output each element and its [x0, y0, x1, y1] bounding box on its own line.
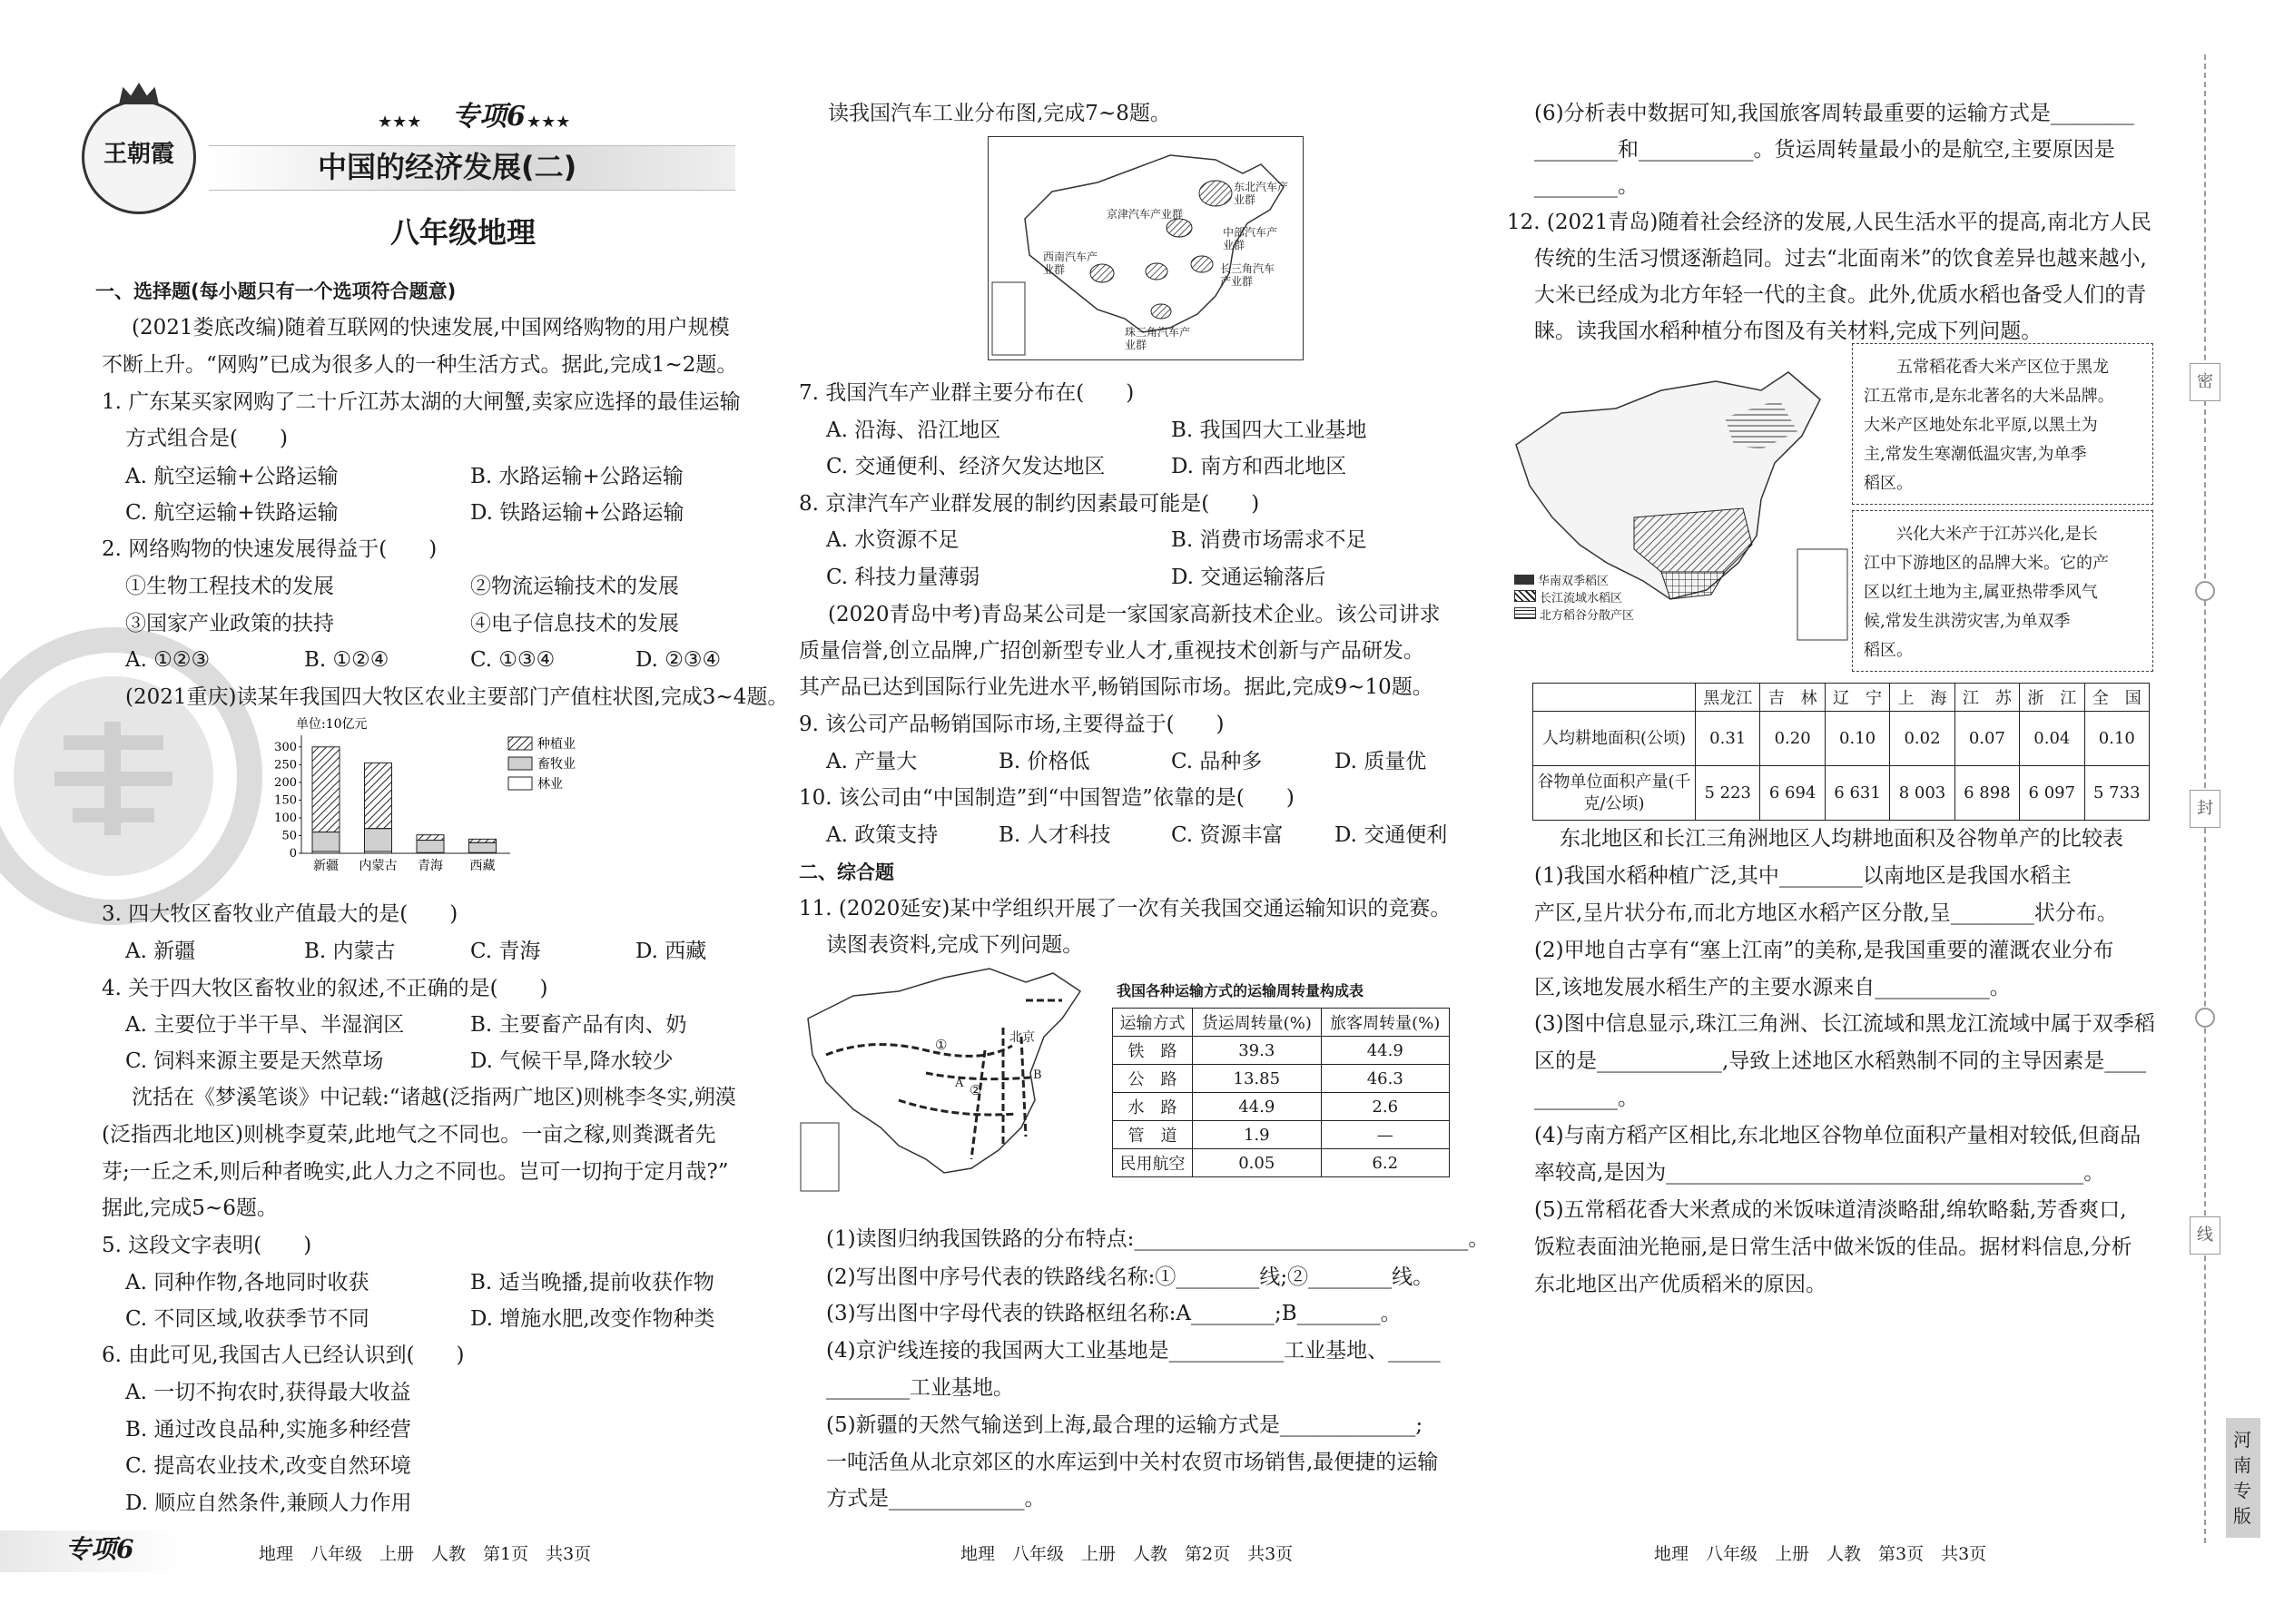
option-d[interactable]: D. 西藏 — [635, 940, 707, 963]
y-axis-label: 单位:10亿元 — [296, 717, 368, 732]
option-d[interactable]: D. ②③④ — [635, 648, 722, 672]
question-7: 7. 我国汽车产业群主要分布在( ) — [799, 381, 1135, 405]
table-row — [1113, 1149, 1450, 1177]
bar-segment — [469, 842, 497, 852]
table-header: 辽 宁 — [1825, 684, 1889, 712]
intro-text: 据此,完成5~6题。 — [102, 1196, 278, 1220]
question-2: 2. 网络购物的快速发展得益于( ) — [102, 537, 438, 561]
y-tick-label: 0 — [289, 847, 297, 861]
section-heading: 二、综合题 — [799, 861, 894, 883]
table-cell: 管 道 — [1113, 1121, 1193, 1149]
question-12-cont: 大米已经成为北方年轻一代的主食。此外,优质水稻也备受人们的青 — [1534, 283, 2147, 307]
subquestion-cont: 东北地区出产优质稻米的原因。 — [1534, 1273, 1826, 1296]
railway-map — [799, 964, 1108, 1196]
legend-label: 华南双季稻区 — [1538, 575, 1610, 588]
table-row — [1113, 1093, 1450, 1121]
rice-map-legend — [1514, 574, 1634, 625]
map-label: A — [955, 1077, 964, 1090]
table-header: 江 苏 — [1954, 684, 2019, 712]
table-cell: 2.6 — [1321, 1093, 1450, 1121]
option-d[interactable]: D. 质量优 — [1334, 750, 1427, 773]
map-label: 中部汽车产业群 — [1223, 226, 1278, 251]
table-cell: 人均耕地面积(公顷) — [1533, 712, 1696, 766]
map-label: 北京 — [1009, 1030, 1035, 1045]
intro-text: 不断上升。“网购”已成为很多人的一种生活方式。据此,完成1~2题。 — [102, 353, 738, 377]
x-tick-label: 青海 — [418, 859, 443, 873]
subquestion-cont: ________。 — [1534, 174, 1639, 198]
map-label: 东北汽车产业群 — [1234, 181, 1289, 206]
info-box-wuchang — [1852, 343, 2153, 505]
option-a[interactable]: A. 主要位于半干旱、半湿润区 — [125, 1013, 405, 1037]
info-line: 江五常市,是东北著名的大米品牌。 — [1864, 387, 2114, 406]
seal-char: 密 — [2190, 363, 2220, 401]
option-b[interactable]: B. 人才科技 — [999, 823, 1111, 847]
option-a[interactable]: A. 沿海、沿江地区 — [826, 418, 1001, 442]
option-a[interactable]: A. 航空运输+公路运输 — [125, 465, 339, 488]
subquestion: (3)写出图中字母代表的铁路枢纽名称:A________;B________。 — [826, 1302, 1402, 1325]
legend-swatch — [508, 757, 532, 770]
y-tick-label: 50 — [281, 829, 297, 843]
table-cell: 水 路 — [1113, 1093, 1193, 1121]
table-cell: 8 003 — [1890, 766, 1954, 821]
table-header: 上 海 — [1890, 684, 1954, 712]
transport-table-caption: 我国各种运输方式的运输周转量构成表 — [1117, 982, 1364, 999]
table-cell: 6 631 — [1825, 766, 1889, 821]
intro-text: 芽;一丘之禾,则后种者晚实,此人力之不同也。岂可一切拘于定月哉?” — [102, 1160, 729, 1184]
info-line: 兴化大米产于江苏兴化,是长 — [1896, 525, 2098, 544]
rice-comparison-table — [1532, 683, 2150, 821]
legend-label: 畜牧业 — [537, 757, 576, 772]
subquestion: (5)五常稻花香大米煮成的米饭味道清淡略甜,绵软略黏,芳香爽口, — [1534, 1198, 2127, 1222]
table-cell: 0.10 — [2084, 712, 2149, 766]
y-tick-label: 200 — [274, 775, 297, 790]
bar-segment — [417, 835, 444, 841]
table-header: 吉 林 — [1760, 684, 1825, 712]
table-row — [1113, 1065, 1450, 1093]
subquestion: (1)我国水稻种植广泛,其中________以南地区是我国水稻主 — [1534, 864, 2072, 888]
bar-segment — [312, 747, 340, 832]
table-header: 货运周转量(%) — [1193, 1009, 1321, 1037]
subquestion-cont: 一吨活鱼从北京郊区的水库运到中关村农贸市场销售,最便捷的运输 — [826, 1451, 1439, 1474]
table-header: 旅客周转量(%) — [1321, 1009, 1450, 1037]
table-row — [1533, 712, 2150, 766]
subquestion-cont: ________工业基地。 — [826, 1376, 1014, 1400]
map-label: 西南汽车产业群 — [1043, 251, 1098, 276]
table-caption: 东北地区和长江三角洲地区人均耕地面积及谷物单产的比较表 — [1560, 827, 2123, 851]
subquestion: (2)写出图中序号代表的铁路线名称:①________线;②________线。 — [826, 1265, 1434, 1289]
legend-swatch — [508, 777, 532, 790]
subquestion: (3)图中信息显示,珠江三角洲、长江流域和黑龙江流域中属于双季稻 — [1534, 1012, 2155, 1036]
table-cell: 5 733 — [2084, 766, 2149, 821]
y-tick-label: 250 — [274, 758, 297, 773]
question-12-cont: 睐。读我国水稻种植分布图及有关材料,完成下列问题。 — [1534, 320, 2043, 343]
page-title: 中国的经济发展(二) — [318, 150, 577, 184]
question-12-cont: 传统的生活习惯逐渐趋同。过去“北面南米”的饮食差异也越来越小, — [1534, 247, 2147, 271]
option-c[interactable]: C. 青海 — [470, 940, 541, 963]
footer-page-1: 地理 八年级 上册 人教 第1页 共3页 — [259, 1544, 592, 1564]
table-cell: 0.31 — [1696, 712, 1760, 766]
intro-text: (2021重庆)读某年我国四大牧区农业主要部门产值柱状图,完成3~4题。 — [125, 685, 789, 709]
subquestion: (6)分析表中数据可知,我国旅客周转最重要的运输方式是________ — [1534, 102, 2134, 125]
info-box-xinghua — [1852, 510, 2153, 672]
table-cell: 1.9 — [1193, 1121, 1321, 1149]
y-tick-label: 300 — [274, 740, 297, 754]
subquestion: (4)与南方稻产区相比,东北地区谷物单位面积产量相对较低,但商品 — [1534, 1124, 2141, 1147]
question-12: 12. (2021青岛)随着社会经济的发展,人民生活水平的提高,南北方人民 — [1507, 211, 2151, 234]
map-intro: 读我国汽车工业分布图,完成7~8题。 — [828, 102, 1171, 125]
brand-logo — [82, 100, 196, 214]
header-stars-right: ★★★ — [527, 113, 571, 132]
option-a[interactable]: A. 政策支持 — [826, 823, 939, 847]
option-b[interactable]: B. ①②④ — [304, 648, 389, 672]
bar-segment — [469, 839, 497, 842]
question-10: 10. 该公司由“中国制造”到“中国智造”依靠的是( ) — [799, 786, 1295, 810]
option-a[interactable]: A. 水资源不足 — [826, 528, 960, 552]
subquestion-cont: ________和___________。货运周转量最小的是航空,主要原因是 — [1534, 138, 2115, 162]
legend-label: 北方稻谷分散产区 — [1540, 609, 1635, 623]
table-cell: 6 694 — [1760, 766, 1825, 821]
info-line: 候,常发生洪涝灾害,为单双季 — [1864, 612, 2071, 631]
brand-name: 王朝霞 — [103, 141, 174, 168]
info-line: 稻区。 — [1864, 641, 1913, 660]
subquestion-cont: 区,该地发展水稻生产的主要水源来自___________。 — [1534, 976, 2011, 999]
footer-project-label: 专项6 — [65, 1534, 134, 1564]
option-b[interactable]: B. 我国四大工业基地 — [1171, 418, 1367, 442]
intro-text: 沈括在《梦溪笔谈》中记载:“诸越(泛指两广地区)则桃李冬实,朔漠 — [132, 1086, 736, 1109]
option-c[interactable]: C. 饲料来源主要是天然草场 — [125, 1049, 384, 1073]
question-1: 1. 广东某买家网购了二十斤江苏太湖的大闸蟹,卖家应选择的最佳运输 — [102, 390, 741, 414]
table-header: 黑龙江 — [1696, 684, 1760, 712]
table-cell: — — [1321, 1121, 1450, 1149]
seal-char: 线 — [2190, 1216, 2220, 1255]
question-5: 5. 这段文字表明( ) — [102, 1234, 312, 1257]
option-c[interactable]: C. 资源丰富 — [1171, 823, 1284, 847]
table-row — [1113, 1037, 1450, 1065]
table-row — [1533, 766, 2150, 821]
info-line: 江中下游地区的品牌大米。它的产 — [1864, 554, 2109, 573]
table-cell: 46.3 — [1321, 1065, 1450, 1093]
statement-4: ④电子信息技术的发展 — [470, 612, 679, 635]
table-cell: 公 路 — [1113, 1065, 1193, 1093]
option-d[interactable]: D. 交通便利 — [1334, 823, 1448, 847]
table-cell: 铁 路 — [1113, 1037, 1193, 1065]
option-b[interactable]: B. 通过改良品种,实施多种经营 — [125, 1418, 411, 1442]
intro-text: 质量信誉,创立品牌,广招创新型专业人才,重视技术创新与产品研发。 — [799, 639, 1424, 663]
table-cell: 6.2 — [1321, 1149, 1450, 1177]
table-cell: 13.85 — [1193, 1065, 1321, 1093]
option-b[interactable]: B. 水路运输+公路运输 — [470, 465, 684, 488]
option-c[interactable]: C. 科技力量薄弱 — [826, 566, 980, 589]
option-b[interactable]: B. 价格低 — [999, 750, 1090, 773]
option-a[interactable]: A. ①②③ — [125, 648, 211, 672]
livestock-bar-chart — [263, 717, 663, 908]
x-tick-label: 新疆 — [313, 859, 339, 873]
table-cell: 0.07 — [1954, 712, 2019, 766]
subquestion-cont: 区的是____________,导致上述地区水稻熟制不同的主导因素是____ — [1534, 1049, 2147, 1073]
table-cell: 39.3 — [1193, 1037, 1321, 1065]
transport-table — [1112, 1008, 1450, 1177]
table-cell: 6 898 — [1954, 766, 2019, 821]
subquestion-cont: ________。 — [1534, 1087, 1639, 1110]
region-edition-label: 河南专版 — [2233, 1429, 2251, 1527]
y-tick-label: 100 — [274, 811, 297, 825]
intro-text: (泛指西北地区)则桃李夏荣,此地气之不同也。一亩之稼,则粪溉者先 — [102, 1123, 716, 1147]
section-heading: 一、选择题(每小题只有一个选项符合题意) — [95, 281, 457, 302]
subquestion: (2)甲地自古享有“塞上江南”的美称,是我国重要的灌溉农业分布 — [1534, 939, 2114, 962]
page-subtitle: 八年级地理 — [390, 215, 537, 250]
option-a[interactable]: A. 新疆 — [125, 940, 196, 963]
subquestion: (4)京沪线连接的我国两大工业基地是___________工业基地、_____ — [826, 1339, 1441, 1363]
x-tick-label: 内蒙古 — [359, 859, 398, 873]
info-line: 稻区。 — [1864, 474, 1913, 493]
map-label: 长三角汽车产业群 — [1220, 262, 1275, 288]
table-cell: 0.04 — [2020, 712, 2084, 766]
table-cell: 民用航空 — [1113, 1149, 1193, 1177]
statement-2: ②物流运输技术的发展 — [470, 575, 679, 598]
option-d[interactable]: D. 铁路运输+公路运输 — [470, 501, 684, 525]
option-d[interactable]: D. 南方和西北地区 — [1171, 455, 1347, 478]
info-line: 五常稻花香大米产区位于黑龙 — [1896, 358, 2109, 377]
option-b[interactable]: B. 主要畜产品有肉、奶 — [470, 1013, 687, 1037]
option-d[interactable]: D. 气候干旱,降水较少 — [470, 1049, 674, 1073]
legend-label: 长江流域水稻区 — [1540, 592, 1623, 605]
option-d[interactable]: D. 顺应自然条件,兼顾人力作用 — [125, 1491, 412, 1515]
option-b[interactable]: B. 适当晚播,提前收获作物 — [470, 1271, 714, 1294]
table-cell: 0.02 — [1890, 712, 1954, 766]
table-header — [1533, 684, 1696, 712]
auto-industry-map — [988, 136, 1304, 360]
legend-swatch — [508, 737, 532, 750]
question-4: 4. 关于四大牧区畜牧业的叙述,不正确的是( ) — [102, 977, 548, 1000]
map-label: ② — [970, 1082, 982, 1098]
table-cell: 0.20 — [1760, 712, 1825, 766]
map-label: B — [1033, 1068, 1042, 1082]
intro-text: (2020青岛中考)青岛某公司是一家国家高新技术企业。该公司讲求 — [828, 603, 1441, 626]
subquestion: (1)读图归纳我国铁路的分布特点:________________________________。 — [826, 1227, 1490, 1251]
option-b[interactable]: B. 内蒙古 — [304, 940, 396, 963]
bar-segment — [365, 829, 392, 851]
intro-text: 其产品已达到国际行业先进水平,畅销国际市场。据此,完成9~10题。 — [799, 675, 1433, 699]
question-8: 8. 京津汽车产业群发展的制约因素最可能是( ) — [799, 492, 1260, 516]
intro-text: (2021娄底改编)随着互联网的快速发展,中国网络购物的用户规模 — [132, 316, 730, 340]
option-a[interactable]: A. 同种作物,各地同时收获 — [125, 1271, 369, 1294]
subquestion-cont: 率较高,是因为________________________________________。 — [1534, 1161, 2105, 1185]
table-cell: 5 223 — [1696, 766, 1760, 821]
info-line: 主,常发生寒潮低温灾害,为单季 — [1864, 445, 2087, 464]
table-cell: 0.10 — [1825, 712, 1889, 766]
option-c[interactable]: C. 不同区域,收获季节不同 — [125, 1307, 369, 1331]
legend-item — [1514, 590, 1634, 607]
question-11-cont: 读图表资料,完成下列问题。 — [826, 933, 1084, 957]
legend-item — [1514, 574, 1634, 590]
option-a[interactable]: A. 产量大 — [826, 750, 918, 773]
info-line: 区以红土地为主,属亚热带季风气 — [1864, 583, 2098, 602]
table-header: 运输方式 — [1113, 1009, 1193, 1037]
table-cell: 0.05 — [1193, 1149, 1321, 1177]
legend-item — [1514, 607, 1634, 625]
option-c[interactable]: C. 航空运输+铁路运输 — [125, 501, 339, 525]
option-c[interactable]: C. ①③④ — [470, 648, 556, 672]
subquestion-cont: 饭粒表面油光艳丽,是日常生活中做米饭的佳品。据材料信息,分析 — [1534, 1235, 2132, 1259]
question-9: 9. 该公司产品畅销国际市场,主要得益于( ) — [799, 713, 1225, 736]
question-3: 3. 四大牧区畜牧业产值最大的是( ) — [102, 902, 458, 926]
table-cell: 44.9 — [1321, 1037, 1450, 1065]
seal-dot-icon — [2195, 581, 2215, 601]
x-tick-label: 西藏 — [469, 859, 496, 873]
subquestion-cont: 方式是_____________。 — [826, 1487, 1046, 1511]
y-tick-label: 150 — [274, 793, 297, 808]
question-1-cont: 方式组合是( ) — [125, 427, 288, 450]
map-label: 京津汽车产业群 — [1107, 208, 1184, 221]
bar-segment — [365, 763, 392, 828]
table-cell: 44.9 — [1193, 1093, 1321, 1121]
table-row — [1113, 1121, 1450, 1149]
footer-page-3: 地理 八年级 上册 人教 第3页 共3页 — [1654, 1544, 1987, 1564]
bar-segment — [417, 841, 444, 853]
subquestion: (5)新疆的天然气输送到上海,最合理的运输方式是_____________; — [826, 1413, 1423, 1437]
option-d[interactable]: D. 交通运输落后 — [1171, 566, 1326, 589]
crown-icon — [119, 83, 159, 104]
question-11: 11. (2020延安)某中学组织开展了一次有关我国交通运输知识的竞赛。 — [799, 897, 1452, 920]
statement-1: ①生物工程技术的发展 — [125, 575, 334, 598]
header-project: 专项6 — [452, 101, 526, 133]
legend-label: 林业 — [537, 777, 563, 792]
info-line: 大米产区地处东北平原,以黑土为 — [1864, 416, 2098, 435]
option-d[interactable]: D. 增施水肥,改变作物种类 — [470, 1307, 715, 1331]
subquestion-cont: 产区,呈片状分布,而北方地区水稻产区分散,呈________状分布。 — [1534, 901, 2118, 925]
table-cell: 谷物单位面积产量(千克/公顷) — [1533, 766, 1696, 821]
question-6: 6. 由此可见,我国古人已经认识到( ) — [102, 1343, 465, 1367]
map-label: 珠三角汽车产业群 — [1125, 326, 1191, 351]
region-edition-tab — [2226, 1418, 2260, 1538]
bar-segment — [312, 832, 340, 851]
option-c[interactable]: C. 交通便利、经济欠发达地区 — [826, 455, 1106, 478]
option-c[interactable]: C. 品种多 — [1171, 750, 1263, 773]
statement-3: ③国家产业政策的扶持 — [125, 612, 334, 635]
header-stars-left: ★★★ — [378, 113, 422, 132]
table-header: 全 国 — [2084, 684, 2149, 712]
option-b[interactable]: B. 消费市场需求不足 — [1171, 528, 1367, 552]
option-c[interactable]: C. 提高农业技术,改变自然环境 — [125, 1454, 411, 1478]
seal-dot-icon — [2195, 1008, 2215, 1028]
option-a[interactable]: A. 一切不拘农时,获得最大收益 — [125, 1381, 411, 1404]
railway-lines-icon — [799, 964, 1108, 1196]
table-cell: 6 097 — [2020, 766, 2084, 821]
legend-label: 种植业 — [537, 737, 576, 752]
footer-page-2: 地理 八年级 上册 人教 第2页 共3页 — [960, 1544, 1294, 1564]
table-header: 浙 江 — [2020, 684, 2084, 712]
map-label: ① — [935, 1037, 948, 1053]
seal-char: 封 — [2190, 790, 2220, 828]
